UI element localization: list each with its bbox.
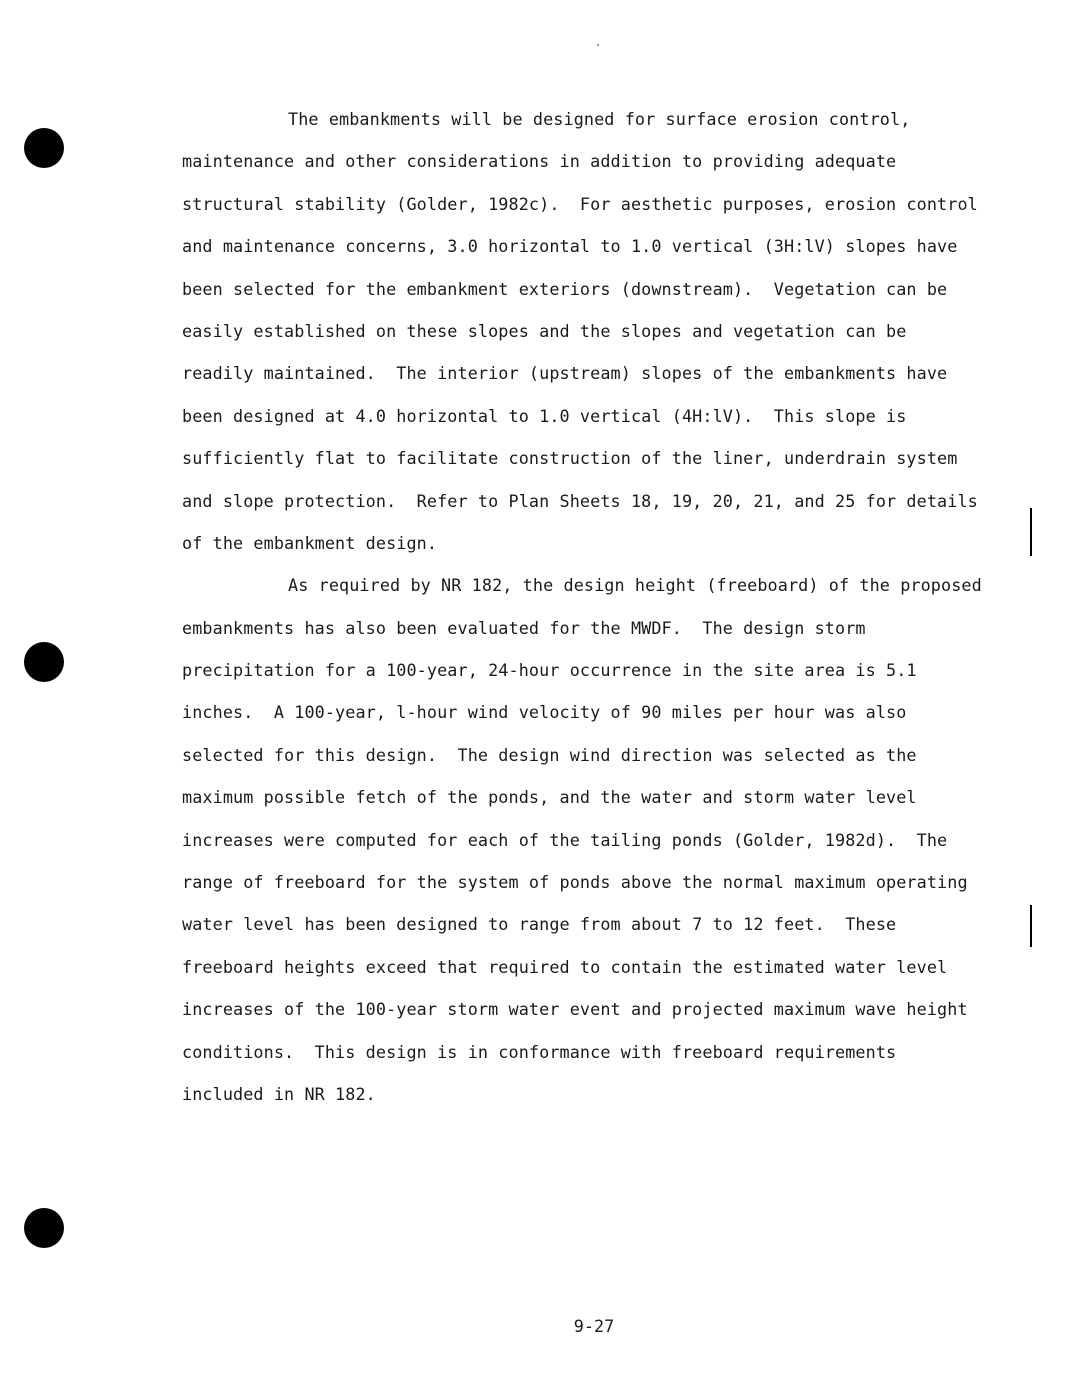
text-line: selected for this design. The design wind direction was selected as the <box>182 744 917 765</box>
text-line: The embankments will be designed for surface erosion control, <box>288 109 911 129</box>
text-line: inches. A 100-year, l-hour wind velocity of 90 miles per hour was also <box>182 702 907 723</box>
text-line: sufficiently flat to facilitate construction of the liner, underdrain system <box>182 448 958 469</box>
body-text <box>182 98 1012 1115</box>
text-line: been selected for the embankment exteriors (downstream). Vegetation can be <box>182 278 948 299</box>
text-line: and slope protection. Refer to Plan Sheets 18, 19, 20, 21, and 25 for details <box>182 490 978 511</box>
punch-hole-middle <box>24 642 64 682</box>
text-line: maintenance and other considerations in addition to providing adequate <box>182 151 897 172</box>
paragraph-embankment-slopes <box>182 98 1012 564</box>
text-line: included in NR 182. <box>182 1083 376 1104</box>
text-line: increases of the 100-year storm water event and projected maximum wave height <box>182 999 968 1020</box>
text-line: precipitation for a 100-year, 24-hour occurrence in the site area is 5.1 <box>182 660 917 681</box>
page-number: 9-27 <box>573 1316 615 1336</box>
text-line: freeboard heights exceed that required to contain the estimated water level <box>182 956 948 977</box>
text-line: structural stability (Golder, 1982c). For aesthetic purposes, erosion control <box>182 193 978 214</box>
text-line: readily maintained. The interior (upstream) slopes of the embankments have <box>182 363 948 384</box>
text-line: easily established on these slopes and the slopes and vegetation can be <box>182 320 907 341</box>
paragraph-freeboard-design <box>182 564 1012 1115</box>
text-line: conditions. This design is in conformance with freeboard requirements <box>182 1041 897 1062</box>
text-line: water level has been designed to range from about 7 to 12 feet. These <box>182 914 897 935</box>
text-line: increases were computed for each of the tailing ponds (Golder, 1982d). The <box>182 829 948 850</box>
revision-change-bar <box>1030 508 1032 556</box>
text-line: As required by NR 182, the design height (freeboard) of the proposed <box>288 575 982 596</box>
scan-speck <box>597 44 599 46</box>
text-line: embankments has also been evaluated for the MWDF. The design storm <box>182 617 866 638</box>
text-line: of the embankment design. <box>182 532 438 553</box>
punch-hole-bottom <box>24 1208 64 1248</box>
punch-hole-top <box>24 128 64 168</box>
text-line: maximum possible fetch of the ponds, and the water and storm water level <box>182 787 917 808</box>
text-line: range of freeboard for the system of ponds above the normal maximum operating <box>182 872 968 893</box>
revision-change-bar <box>1030 905 1032 947</box>
text-line: been designed at 4.0 horizontal to 1.0 vertical (4H:lV). This slope is <box>182 405 907 426</box>
text-line: and maintenance concerns, 3.0 horizontal to 1.0 vertical (3H:lV) slopes have <box>182 236 958 257</box>
